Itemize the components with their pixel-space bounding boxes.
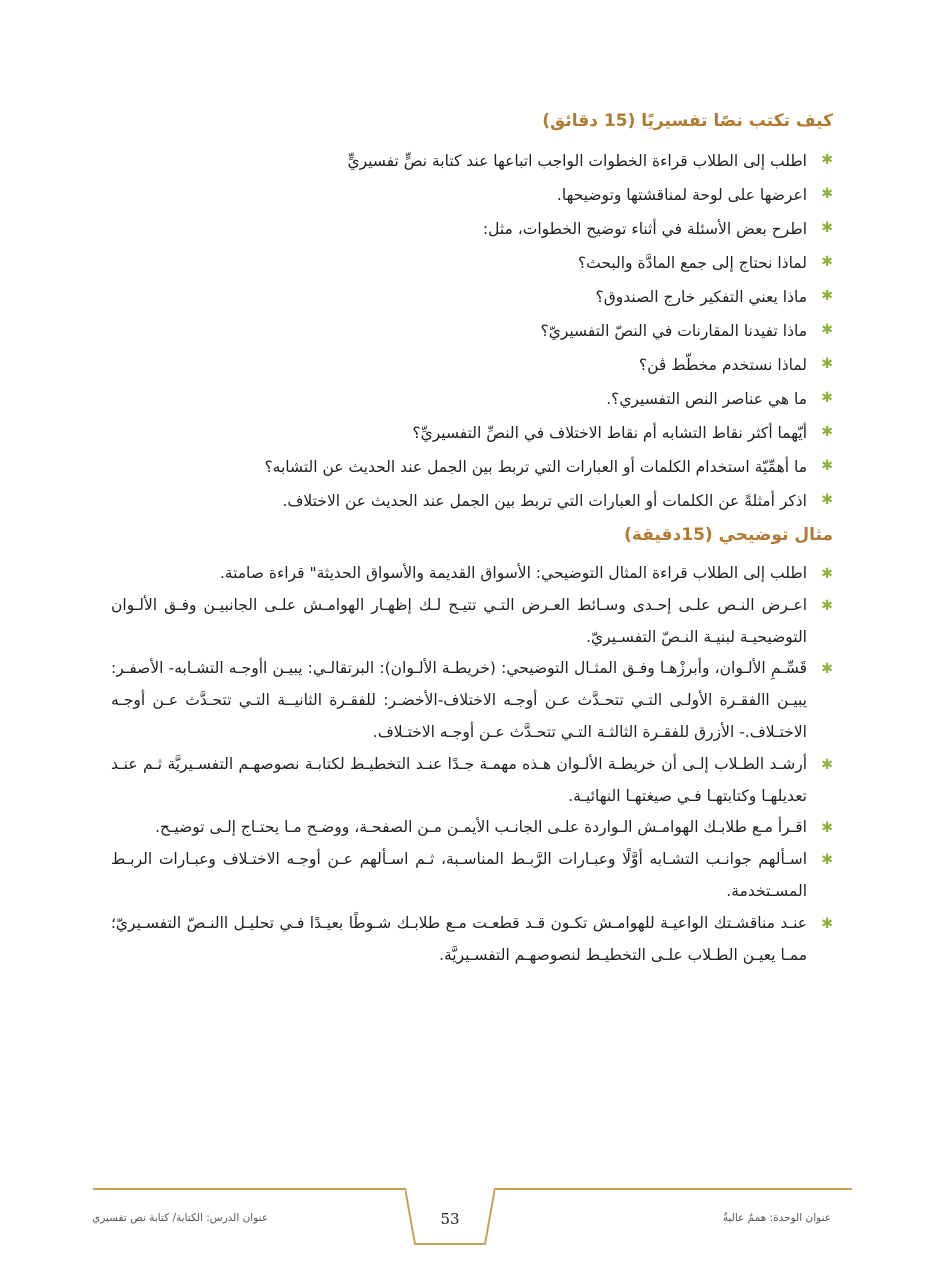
footer-unit-title: عنوان الوحدة: هممٌ عاليةٌ: [722, 1212, 831, 1224]
list-item: ✱ ما أهمِّيّة استخدام الكلمات أو العبارات التي تربط بين الجمل عند الحديث عن التشابه؟: [111, 450, 833, 484]
bullet-star-icon: ✱: [821, 424, 833, 440]
list-item: ✱ لماذا نحتاج إلى جمع المادَّة والبحث؟: [111, 246, 833, 280]
list-item: ✱ لماذا نستخدم مخطّط ڤن؟: [111, 348, 833, 382]
section-heading-how-to-write: كيف تكتب نصًا تفسيريًا (15 دقائق): [542, 111, 833, 131]
bullet-star-icon: ✱: [821, 152, 833, 168]
list-item: ✱ اسـألهم جوانـب التشـابه أوَّلًا وعبـارات الرَّبـط المناسـبة، ثـم اسـألهم عـن أوجـه الاختـلاف وعبـارات الربـط المسـتخدمة.: [111, 844, 833, 908]
bullet-star-icon: ✱: [821, 356, 833, 372]
bullet-star-icon: ✱: [821, 597, 833, 614]
bullet-star-icon: ✱: [821, 186, 833, 202]
list-item: ✱ قَسِّـمِ الألـوان، وأبرزْهـا وفـق المثـال التوضيحي: (خريطـة الألـوان): البرتقالـي: يبيـن اأوجـه التشـابه- الأصفـر: يبيـن االفقـرة الأولـى التـي تتحـدَّث عـن أوجـه الاختلاف-الأخضـر: للفقـرة الثانيــة التـي تتحـدَّث عـن أوجـه الاختـلاف.- الأزرق للفقـرة الثالثـة التـي تتحـدَّث عـن أوجـه الاختـلاف.: [111, 653, 833, 748]
page-content: [111, 108, 833, 971]
list-item: ✱ اطرح بعض الأسئلة في أثناء توضيح الخطوات، مثل:: [111, 212, 833, 246]
list-item: ✱ اقـرأ مـع طلابـك الهوامـش الـواردة علـى الجانـب الأيمـن مـن الصفحـة، ووضـح مـا يحتـاج إلـى توضيـح.: [111, 812, 833, 844]
bullet-star-icon: ✱: [821, 756, 833, 773]
page-number: 53: [440, 1210, 460, 1228]
list-item: ✱ عنـد مناقشـتك الواعيـة للهوامـش تكـون قـد قطعـت مـع طلابـك شـوطًا بعيـدًا فـي تحليـل االنـصّ التفسـيريّ؛ ممـا يعيـن الطـلاب علـى التخطيـط لنصوصهـم التفسـيريَّة.: [111, 908, 833, 972]
bullet-star-icon: ✱: [821, 852, 833, 869]
how-to-write-list: [111, 144, 833, 518]
list-item: ✱ اعـرض النـص علـى إحـدى وسـائط العـرض التـي تتيـح لـك إظهـار الهوامـش علـى الجانبيـن وفـق الألـوان التوضيحيـة لبنيـة النـصّ التفسـيريّ.: [111, 590, 833, 654]
bullet-star-icon: ✱: [821, 661, 833, 678]
bullet-star-icon: ✱: [821, 820, 833, 837]
bullet-star-icon: ✱: [821, 288, 833, 304]
bullet-star-icon: ✱: [821, 254, 833, 270]
list-item: ✱ اعرضها على لوحة لمناقشتها وتوضيحها.: [111, 178, 833, 212]
list-item: ✱ أيّهما أكثر نقاط التشابه أم نقاط الاختلاف في النصِّ التفسيريِّ؟: [111, 416, 833, 450]
bullet-star-icon: ✱: [821, 220, 833, 236]
list-item: ✱ ماذا يعني التفكير خارج الصندوق؟: [111, 280, 833, 314]
bullet-star-icon: ✱: [821, 915, 833, 932]
example-list: [111, 558, 833, 971]
bullet-star-icon: ✱: [821, 390, 833, 406]
section-heading-example: مثال توضيحي (15دقيقة): [624, 525, 833, 545]
list-item: ✱ اطلب إلى الطلاب قراءة الخطوات الواجب اتباعها عند كتابة نصٍّ تفسيريٍّ: [111, 144, 833, 178]
list-item: ✱ أرشـد الطـلاب إلـى أن خريطـة الألـوان هـذه مهمـة جـدًا عنـد التخطيـط لكتابـة نصوصهـم التفسـيريَّة ثـم عنـد تعديلهـا وكتابتهـا فـي صيغتهـا النهائيـة.: [111, 749, 833, 813]
footer-lesson-title: عنوان الدرس: الكتابة/ كتابة نص تفسيري: [92, 1212, 269, 1224]
bullet-star-icon: ✱: [821, 322, 833, 338]
list-item: ✱ ما هي عناصر النص التفسيري؟.: [111, 382, 833, 416]
list-item: ✱ اطلب إلى الطلاب قراءة المثال التوضيحي: الأسواق القديمة والأسواق الحديثة" قراءة صامتة.: [111, 558, 833, 590]
list-item: ✱ اذكر أمثلةً عن الكلمات أو العبارات التي تربط بين الجمل عند الحديث عن الاختلاف.: [111, 484, 833, 518]
bullet-star-icon: ✱: [821, 566, 833, 582]
bullet-star-icon: ✱: [821, 492, 833, 508]
list-item: ✱ ماذا تفيدنا المقارنات في النصّ التفسيريّ؟: [111, 314, 833, 348]
bullet-star-icon: ✱: [821, 458, 833, 474]
